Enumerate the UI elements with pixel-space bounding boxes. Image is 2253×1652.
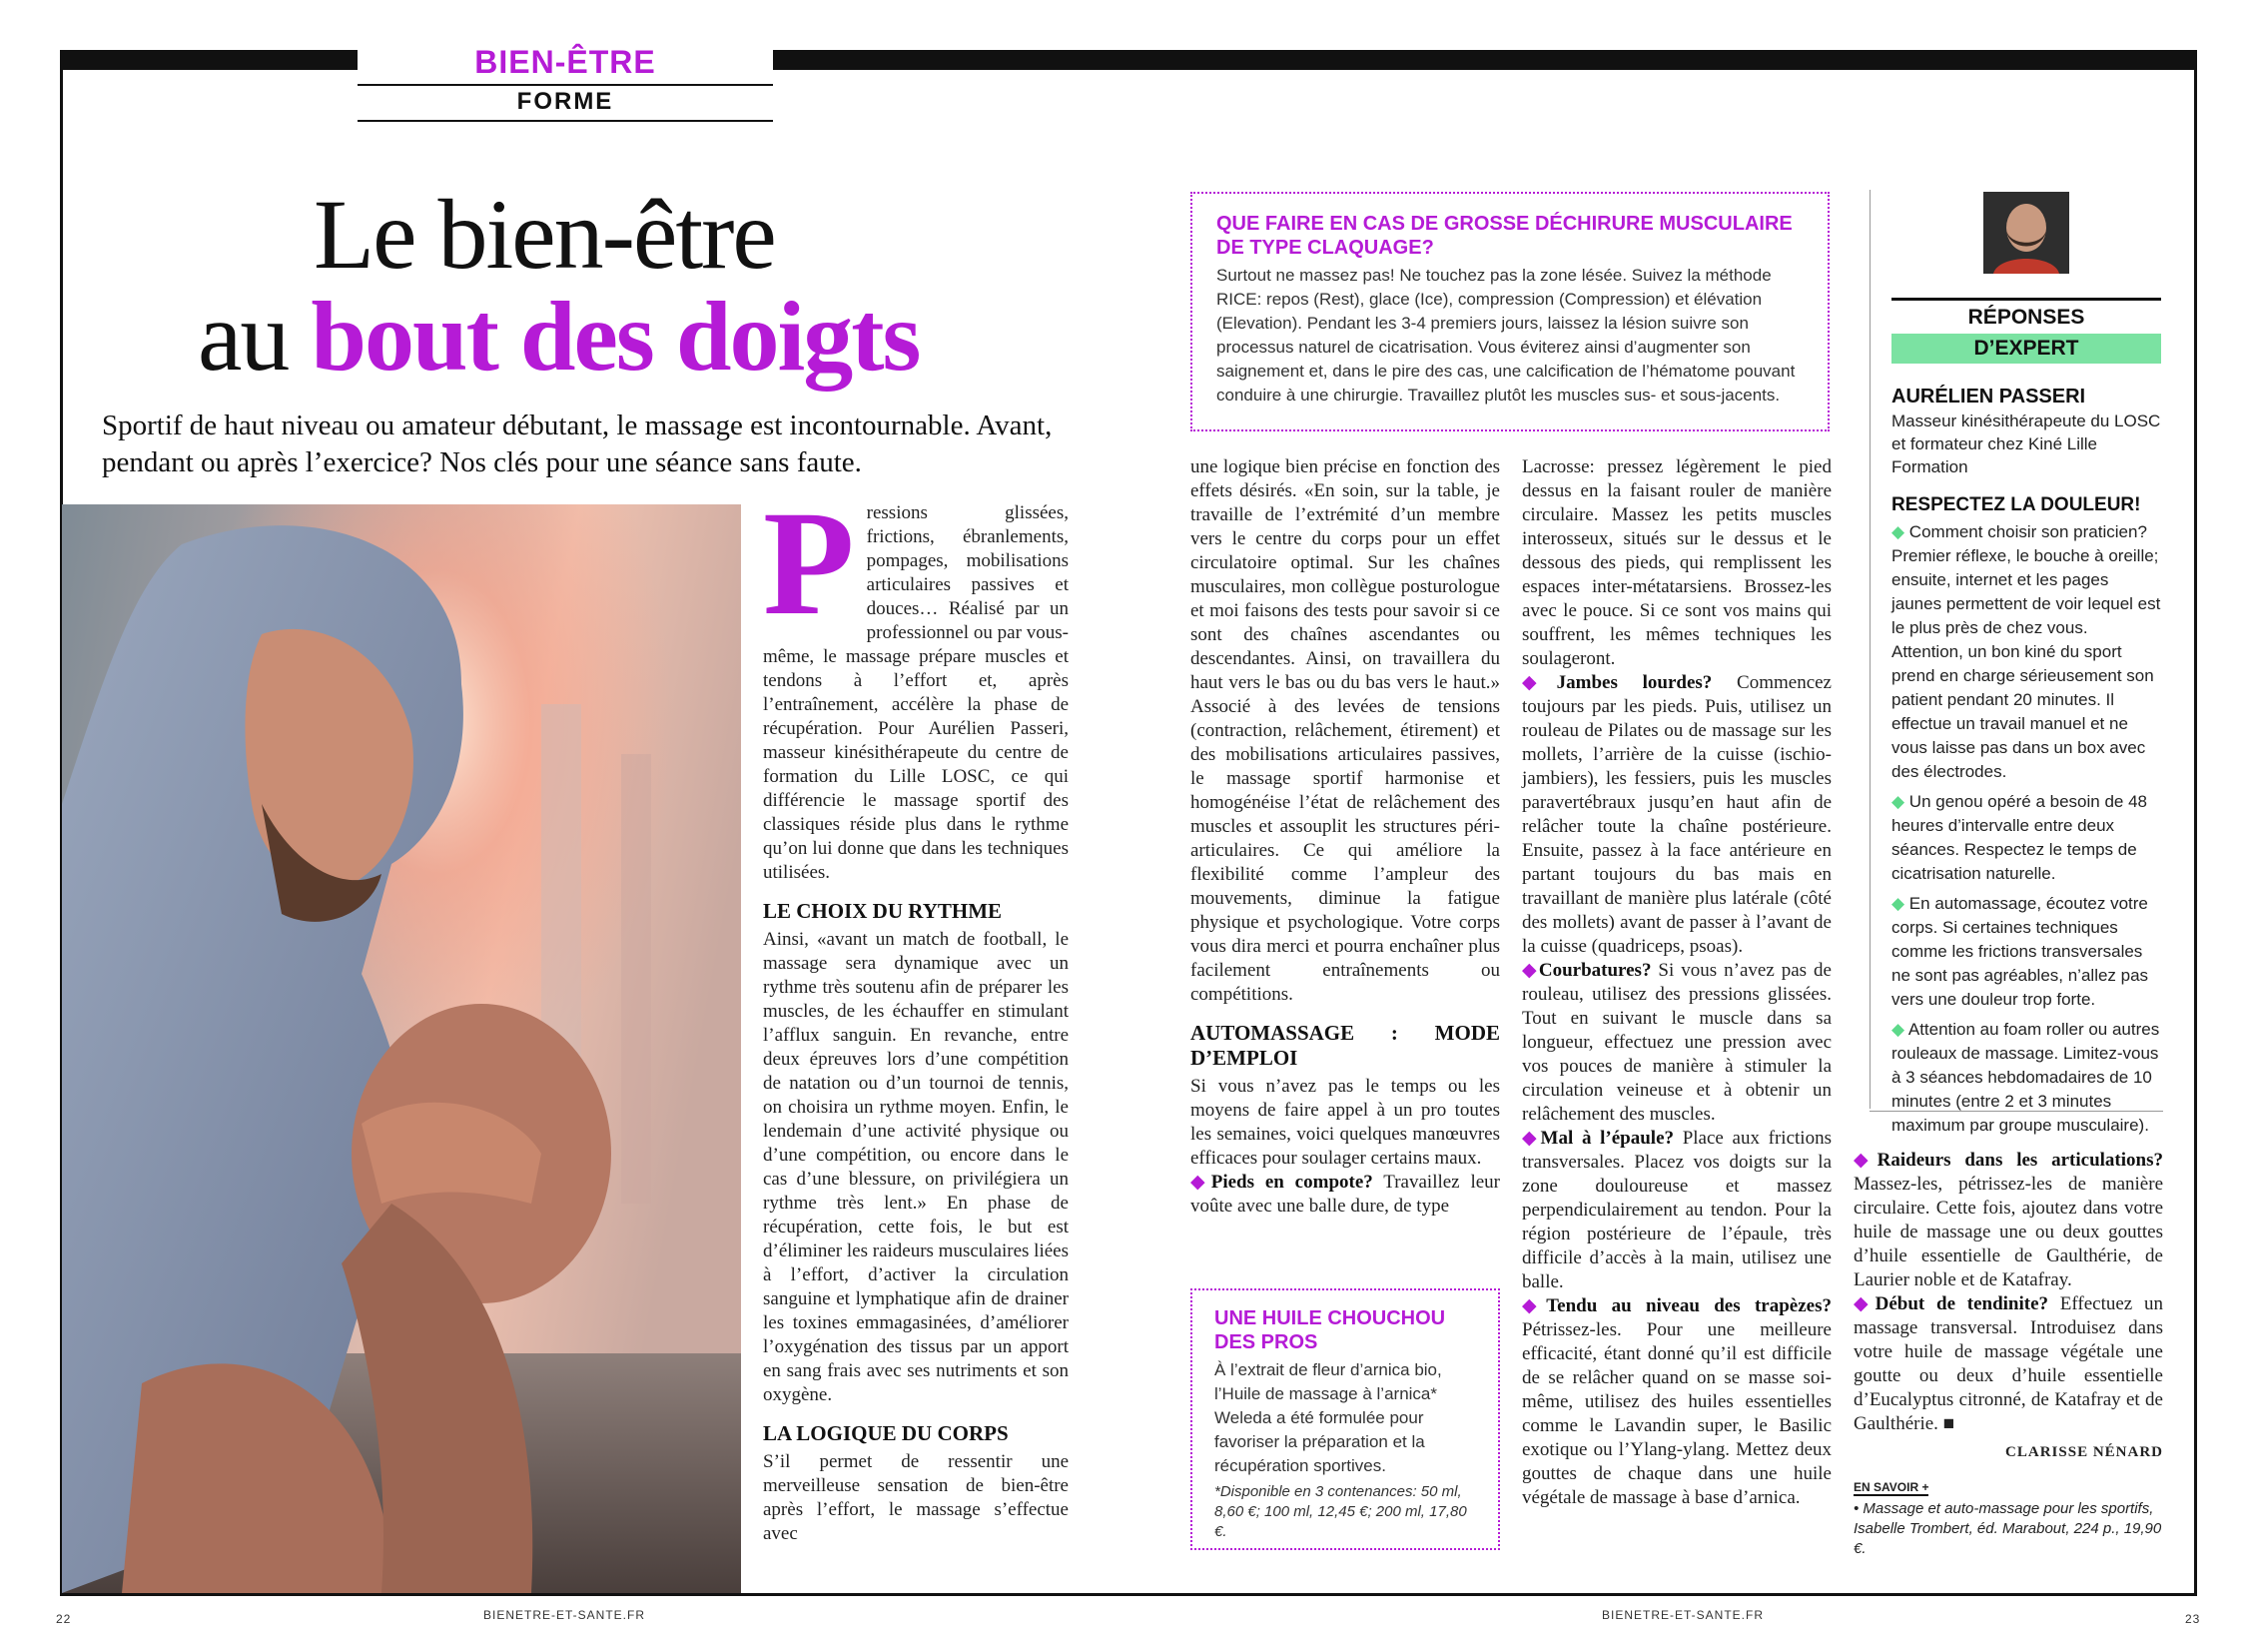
more-label: EN SAVOIR + (1854, 1480, 1929, 1494)
green-bullet-icon: ◆ (1891, 522, 1909, 541)
end-mark-icon: ■ (1942, 1413, 1955, 1434)
oil-box (1190, 1288, 1500, 1550)
article-column-3 (1522, 455, 1832, 1510)
section-heading-rhythm: LE CHOIX DU RYTHME (763, 899, 1003, 923)
bullet-icon: ◆ (1522, 672, 1557, 693)
article-column-4 (1854, 1149, 2163, 1559)
expert-label-1: RÉPONSES (1967, 306, 2085, 329)
bullet-icon: ◆ (1854, 1293, 1876, 1314)
site-url-right: BIENETRE-ET-SANTE.FR (1602, 1608, 1765, 1622)
expert-name: AURÉLIEN PASSERI (1891, 386, 2086, 408)
header-bar-left (60, 50, 360, 70)
oil-note: *Disponible en 3 contenances: 50 ml, 8,60 €; 100 ml, 12,45 €; 200 ml, 17,80 €. (1214, 1483, 1467, 1540)
feet-continued-text: Lacrosse: pressez légèrement le pied dessus en la faisant rouler de manière circulaire. Massez les petits muscles interosseux, situés sur le dessus et le dessous des pieds, qui remplissent les espaces inter-métatarsiens. Brossez-les avec le pouce. Si ce sont vos mains qui souffrent, les mêmes techniques les soulageront. (1522, 456, 1832, 669)
bullet-icon: ◆ (1854, 1150, 1878, 1171)
tip-aches-text: Si vous n’avez pas de rouleau, utilisez des pressions glissées. Tout en suivant le muscle dans sa longueur, effectuez une pression avec vos pouces de manière à stimuler la circulation veineuse et à obtenir un relâchement des muscles. (1522, 960, 1832, 1125)
subsection-label: FORME (516, 88, 614, 115)
expert-rule (1891, 298, 2161, 301)
oil-title: UNE HUILE CHOUCHOU DES PROS (1214, 1307, 1446, 1353)
bullet-icon: ◆ (1190, 1172, 1211, 1193)
green-bullet-icon: ◆ (1891, 792, 1909, 811)
expert-role: Masseur kinésithérapeute du LOSC et formateur chez Kiné Lille Formation (1891, 412, 2161, 476)
article-column-2 (1190, 455, 1500, 1219)
section-heading-logic: LA LOGIQUE DU CORPS (763, 1421, 1009, 1445)
tip-shoulder-text: Place aux frictions transversales. Placez vos doigts sur la zone douloureuse et massez perpendiculairement au tendon. Pour la région postérieure de l’épaule, très difficile d’accès à la main, utilisez une balle. (1522, 1128, 1832, 1292)
tip-legs-text: Commencez toujours par les pieds. Puis, utilisez un rouleau de Pilates ou de massage sur les mollets, l’arrière de la cuisse (ischio-jambiers), les fessiers, puis les muscles paravertébraux jusqu’en haut afin de relâcher toute la chaîne postérieure. Ensuite, passez à la face antérieure en partant toujours du bas mais en travaillant de manière plus latérale (côté des mollets) avant de passer à l’avant de la cuisse (quadriceps, psoas). (1522, 672, 1832, 957)
athlete-photo-illustration (62, 504, 741, 1593)
oil-text: À l’extrait de fleur d’arnica bio, l’Huile de massage à l’arnica* Weleda a été formulée pour favoriser la préparation et la récupération sportives. (1214, 1360, 1442, 1475)
expert-item: ◆ En automassage, écoutez votre corps. Si certaines techniques comme les frictions transversales ne sont pas agréables, n’allez pas vers une douleur trop forte. (1891, 894, 2149, 1009)
claquage-box (1190, 192, 1830, 431)
headline-line1: Le bien-être (314, 179, 775, 290)
section-heading-automassage: AUTOMASSAGE : MODE D’EMPLOI (1190, 1021, 1500, 1070)
bullet-icon: ◆ (1522, 1128, 1541, 1149)
reference-text: • Massage et auto-massage pour les sportifs, Isabelle Trombert, éd. Marabout, 224 p., 19,90 €. (1854, 1500, 2162, 1557)
author-signature: CLARISSE NÉNARD (2005, 1444, 2163, 1460)
expert-avatar (1983, 192, 2069, 274)
expert-item: ◆ Un genou opéré a besoin de 48 heures d’intervalle entre deux séances. Respectez le temps de cicatrisation naturelle. (1891, 792, 2147, 883)
tip-tendon-title: Début de tendinite? (1875, 1293, 2049, 1314)
claquage-title: QUE FAIRE EN CAS DE GROSSE DÉCHIRURE MUSCULAIRE DE TYPE CLAQUAGE? (1216, 213, 1793, 259)
headline-line2: au bout des doigts (198, 281, 920, 392)
bullet-icon: ◆ (1522, 960, 1539, 981)
automassage-intro: Si vous n’avez pas le temps ou les moyens de faire appel à un pro toutes les semaines, voici quelques manœuvres efficaces pour soulager certains maux. (1190, 1076, 1500, 1169)
expert-item: ◆ Attention au foam roller ou autres rouleaux de massage. Limitez-vous à 3 séances hebdomadaires de 10 minutes (entre 2 et 3 minutes maximum par groupe musculaire). (1891, 1020, 2160, 1135)
header-bar-right (773, 50, 2197, 70)
tip-trapezius-title: Tendu au niveau des trapèzes? (1546, 1295, 1832, 1316)
tip-feet-text: Travaillez leur voûte avec une balle dure, de type (1190, 1172, 1500, 1217)
green-bullet-icon: ◆ (1891, 894, 1909, 913)
sidebar-bottom-rule (1870, 1111, 2163, 1112)
bullet-icon: ◆ (1522, 1295, 1547, 1316)
athlete-photo (62, 504, 741, 1593)
tip-trapezius-text: Pétrissez-les. Pour une meilleure efficacité, étant donné qu’il est difficile de se relâcher quand on se masse soi-même, utilisez des huiles essentielles comme le Lavandin super, le Basilic exotique ou l’Ylang-ylang. Mettez deux gouttes de chaque dans une huile végétale de massage à base d’arnica. (1522, 1319, 1832, 1508)
expert-heading: RESPECTEZ LA DOULEUR! (1891, 494, 2141, 515)
page-number-right: 23 (2185, 1612, 2201, 1626)
lead-paragraph: Sportif de haut niveau ou amateur débutant, le massage est incontournable. Avant, pendant ou après l’exercice? Nos clés pour une séance sans faute. (102, 410, 1053, 478)
drop-cap: P (763, 480, 855, 646)
article-column-1 (763, 480, 1070, 1546)
tip-aches-title: Courbatures? (1538, 960, 1652, 981)
tip-tendon-text: Effectuez un massage transversal. Introduisez dans votre huile de massage végétale une goutte ou deux d’huile essentielle d’Eucalyptus citronné, de Katafray et de Gaulthérie. (1854, 1293, 2163, 1434)
tip-shoulder-title: Mal à l’épaule? (1540, 1128, 1675, 1149)
expert-label-2: D’EXPERT (1891, 334, 2161, 364)
intro-text: ressions glissées, frictions, ébranlements, pompages, mobilisations articulaires passives et douces… Réalisé par un professionnel ou par vous-même, le massage prépare muscles et tendons à l’effort et, après l’entraînement, accélère la phase de récupération. Pour Aurélien Passeri, masseur kinésithérapeute du centre de formation du Lille LOSC, ce qui différencie le massage sportif des classiques réside plus dans le rythme qu’on lui donne que dans les techniques utilisées. (763, 502, 1069, 883)
tag-underline (358, 120, 773, 122)
avatar-illustration (1983, 192, 2069, 274)
logic-continued-text: une logique bien précise en fonction des effets désirés. «En soin, sur la table, je travaille de l’extrémité d’un membre vers le centre du corps pour un effet circulatoire optimal. Sur les chaînes musculaires, mon collègue posturologue et moi faisons des tests pour savoir si ce sont des chaînes ascendantes ou descendantes. Ainsi, on travaillera du haut vers le bas ou du bas vers le haut.» Associé à des levées de tensions (contraction, relâchement, étirement) et des mobilisations articulaires passives, le massage sportif harmonise et homogénéise l’état de relâchement des muscles et assouplit les structures péri-articulaires. Ce qui améliore la flexibilité comme l’ampleur des mouvements, diminue la fatigue physique et psychologique. Votre corps vous dira merci et pourra enchaîner plus facilement entraînements ou compétitions. (1190, 456, 1500, 1005)
tip-joints-text: Massez-les, pétrissez-les de manière circulaire. Cette fois, ajoutez dans votre huile de massage une ou deux gouttes d’huile essentielle de Gaulthérie, de Laurier noble et de Katafray. (1854, 1174, 2163, 1290)
site-url-left: BIENETRE-ET-SANTE.FR (483, 1608, 646, 1622)
tip-joints-title: Raideurs dans les articulations? (1877, 1150, 2163, 1171)
tip-legs-title: Jambes lourdes? (1556, 672, 1713, 693)
logic-text: S’il permet de ressentir une merveilleuse sensation de bien-être après l’effort, le massage s’effectue avec (763, 1451, 1069, 1544)
rhythm-text: Ainsi, «avant un match de football, le massage sera dynamique avec un rythme très soutenu afin de préparer les muscles, de les échauffer en stimulant l’afflux sanguin. En revanche, entre deux épreuves lors d’une compétition de natation ou d’un tournoi de tennis, on choisira un rythme moyen. Enfin, le lendemain d’une activité physique ou d’une compétition, ou encore dans le cas d’une blessure, on privilégiera un rythme très lent.» En phase de récupération, cette fois, le but est d’éliminer les raideurs musculaires liées à l’effort, d’activer la circulation sanguine et lymphatique afin de drainer les toxines emmagasinées, d’améliorer l’oxygénation des tissus par un apport en sang frais avec ses nutriments et son oxygène. (763, 929, 1070, 1405)
expert-item: ◆ Comment choisir son praticien? Premier réflexe, le bouche à oreille; ensuite, internet et les pages jaunes permettent de voir lequel est le plus près de chez vous. Attention, un bon kiné du sport prend en charge sérieusement son patient pendant 20 minutes. Il effectue un travail manuel et ne vous laisse pas dans un box avec des électrodes. (1891, 522, 2161, 781)
page-number-left: 22 (56, 1612, 72, 1626)
tip-feet-title: Pieds en compote? (1210, 1172, 1373, 1193)
green-bullet-icon: ◆ (1891, 1020, 1908, 1039)
section-label: BIEN-ÊTRE (474, 44, 656, 80)
tag-divider (358, 84, 773, 86)
claquage-text: Surtout ne massez pas! Ne touchez pas la zone lésée. Suivez la méthode RICE: repos (Rest), glace (Ice), compression (Compression) et élévation (Elevation). Pendant les 3-4 premiers jours, laissez la lésion suivre son processus naturel de cicatrisation. Vous éviterez ainsi d’augmenter son saignement et, dans le pire des cas, une calcification de l’hématome pouvant conduire à une chirurgie. Travaillez plutôt les muscles sus- et sous-jacents. (1216, 266, 1796, 405)
sidebar-divider (1870, 190, 1871, 1109)
expert-sidebar (1891, 384, 2163, 1144)
